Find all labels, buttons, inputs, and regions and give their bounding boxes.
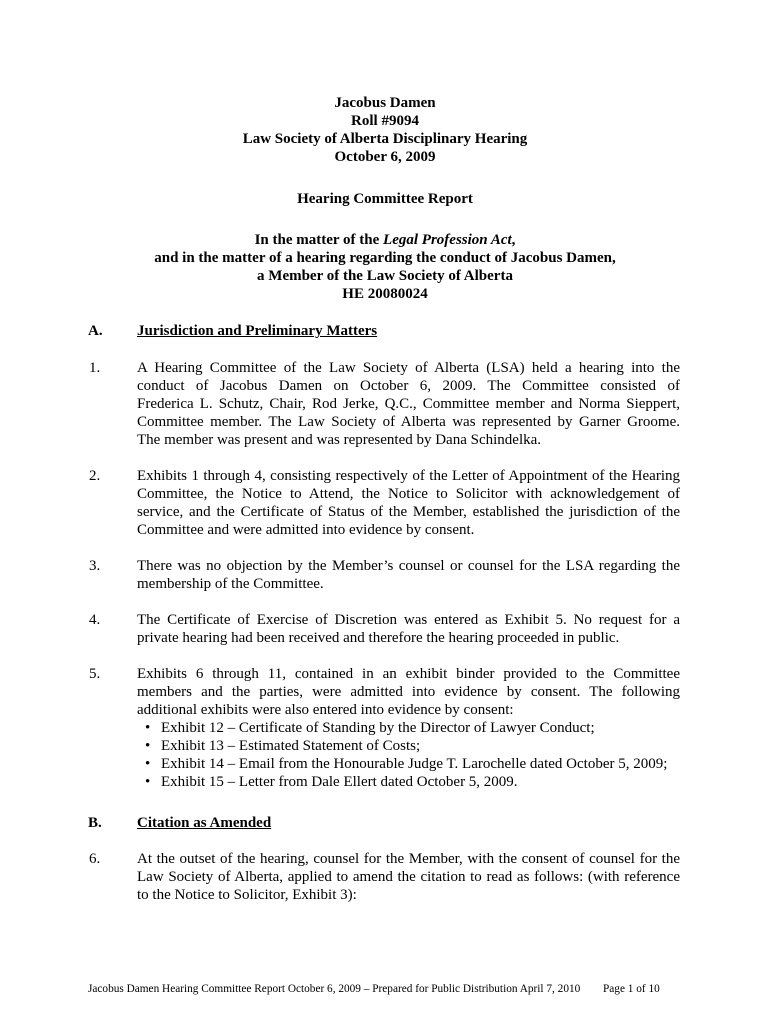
paragraph-line: private hearing had been received and therefore the hearing proceeded in public.	[137, 630, 620, 646]
report-title: Hearing Committee Report	[297, 191, 473, 207]
paragraph-number: 6.	[89, 851, 101, 867]
paragraph-line: Exhibits 1 through 4, consisting respectively of the Letter of Appointment of the Hearing	[137, 468, 680, 484]
paragraph-line: members and the parties, were admitted into evidence by consent. The following	[137, 684, 680, 700]
page-number: Page 1 of 10	[603, 983, 660, 995]
paragraph-1	[137, 359, 680, 449]
roll-number: Roll #9094	[351, 113, 419, 129]
paragraph-4	[137, 611, 680, 647]
hearing-date: October 6, 2009	[334, 149, 436, 165]
paragraph-line: Committee member. The Law Society of Alberta was represented by Garner Groome.	[137, 414, 680, 430]
paragraph-line: At the outset of the hearing, counsel for the Member, with the consent of counsel for the	[137, 851, 680, 867]
paragraph-2	[137, 467, 680, 539]
section-letter: B.	[88, 815, 102, 831]
bullet-icon	[145, 755, 150, 773]
paragraph-line: The member was present and was represented by Dana Schindelka.	[137, 432, 542, 448]
file-number: HE 20080024	[342, 286, 428, 302]
paragraph-line: There was no objection by the Member’s counsel or counsel for the LSA regarding the	[137, 558, 680, 574]
paragraph-line: A Hearing Committee of the Law Society of Alberta (LSA) held a hearing into the	[137, 360, 680, 376]
paragraph-line: service, and the Certificate of Status of the Member, established the jurisdiction of the	[137, 504, 680, 520]
exhibit-list-item	[137, 719, 680, 737]
paragraph-number: 3.	[89, 558, 101, 574]
act-name: Legal Profession Act	[383, 232, 512, 248]
paragraph-3	[137, 557, 680, 593]
footer-text: Jacobus Damen Hearing Committee Report October 6, 2009 – Prepared for Public Distribution April 7, 2010	[88, 983, 581, 995]
paragraph-line: Committee, the Notice to Attend, the Notice to Solicitor with acknowledgement of	[137, 486, 680, 502]
matter-prefix: In the matter of the	[254, 232, 384, 248]
matter-suffix: ,	[511, 232, 516, 248]
section-heading: Jurisdiction and Preliminary Matters	[137, 323, 378, 339]
paragraph-number: 1.	[89, 360, 101, 376]
matter-line-conduct: and in the matter of a hearing regarding the conduct of Jacobus Damen,	[154, 250, 616, 266]
paragraph-6	[137, 850, 680, 904]
exhibit-list-item	[137, 737, 680, 755]
paragraph-5	[137, 665, 680, 791]
bullet-icon	[145, 737, 150, 755]
exhibit-list-text: Exhibit 13 – Estimated Statement of Costs;	[161, 738, 421, 754]
bullet-icon	[145, 719, 150, 737]
matter-line-act	[0, 231, 770, 249]
member-name: Jacobus Damen	[334, 95, 436, 111]
paragraph-line: additional exhibits were also entered into evidence by consent:	[137, 702, 514, 718]
exhibit-list-text: Exhibit 15 – Letter from Dale Ellert dated October 5, 2009.	[161, 774, 518, 790]
paragraph-line: membership of the Committee.	[137, 576, 324, 592]
exhibit-list-item	[137, 755, 680, 773]
section-letter: A.	[88, 323, 103, 339]
paragraph-line: conduct of Jacobus Damen on October 6, 2009. The Committee consisted of	[137, 378, 680, 394]
paragraph-line: The Certificate of Exercise of Discretion was entered as Exhibit 5. No request for a	[137, 612, 680, 628]
paragraph-number: 5.	[89, 666, 101, 682]
paragraph-line: Law Society of Alberta, applied to amend the citation to read as follows: (with reference	[137, 869, 680, 885]
exhibit-list-text: Exhibit 12 – Certificate of Standing by the Director of Lawyer Conduct;	[161, 720, 595, 736]
paragraph-line: Exhibits 6 through 11, contained in an exhibit binder provided to the Committee	[137, 666, 680, 682]
section-heading: Citation as Amended	[137, 815, 272, 831]
exhibit-list-text: Exhibit 14 – Email from the Honourable Judge T. Larochelle dated October 5, 2009;	[161, 756, 668, 772]
paragraph-line: Frederica L. Schutz, Chair, Rod Jerke, Q.C., Committee member and Norma Sieppert,	[137, 396, 680, 412]
hearing-title: Law Society of Alberta Disciplinary Hearing	[242, 131, 528, 147]
exhibit-list-item	[137, 773, 680, 791]
paragraph-line: Committee and were admitted into evidence by consent.	[137, 522, 475, 538]
paragraph-line: to the Notice to Solicitor, Exhibit 3):	[137, 887, 357, 903]
matter-line-member: a Member of the Law Society of Alberta	[257, 268, 513, 284]
paragraph-number: 2.	[89, 468, 101, 484]
bullet-icon	[145, 773, 150, 791]
paragraph-number: 4.	[89, 612, 101, 628]
